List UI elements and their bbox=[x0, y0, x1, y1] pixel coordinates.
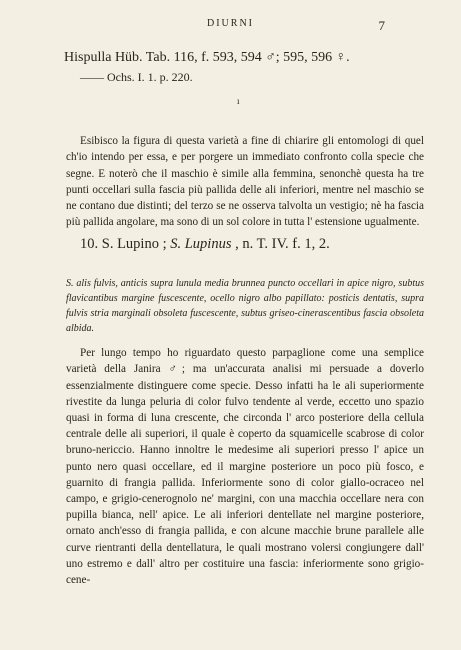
species-separator: ; bbox=[162, 236, 167, 252]
species-common-name: S. Lupino bbox=[101, 236, 159, 252]
latin-diagnosis: S. alis fulvis, anticis supra lunula media brunnea puncto occellari in apice nigro, subtus flavicantibus margine fuscescente, ocello nigro albo papillato: posticis dentatis, supra fulvis stria marginali obsoleta fuscescente, subtus griseo-cinerascentibus fascia obsoleta albida. bbox=[66, 278, 424, 334]
species-latin-name: S. Lupinus bbox=[170, 236, 232, 252]
section-mark: ı bbox=[237, 96, 240, 106]
species-heading bbox=[80, 236, 440, 253]
reference-line-2: —— Ochs. I. 1. p. 220. bbox=[80, 70, 193, 84]
running-head: DIURNI bbox=[207, 18, 254, 29]
species-plate-reference: , n. T. IV. f. 1, 2. bbox=[235, 236, 330, 252]
paragraph-description: Per lungo tempo ho riguardato questo parpaglione come una semplice varietà della Janira ♂; ma un'accurata analisi mi persuade a doverlo essenzialmente distinguere come specie. Desso infatti ha le ali superiormente rivestite da lunga peluria di color fulvo tendente al verde, eccetto uno spazio quasi in forma di luna crescente, che circonda l' arco posteriore della cellula centrale delle ali superiori, il quale è coperto da squamicelle scabrose di color bruno-nericcio. Hanno innoltre le medesime ali superiori presso l' apice un punto nero quasi occellare, ed il margine posteriore un poco più fosco, e guarnito di frangia pallida. Inferiormente sono di color giallo-ocraceo nel campo, e grigio-cenerognolo ne' margini, con una macchia occellare nera con pupilla bianca, nell' apice. Le ali inferiori dentellate nel margine posteriore, ornato anch'esso di frangia pallida, e con alcune macchie brune parallele alle curve rientranti della dentellatura, le quali mostrano volersi congiungere dall' uno estremo e dall' altro per costituire una fascia: inferiormente sono grigio-cene- bbox=[66, 347, 424, 587]
page-number: 7 bbox=[378, 18, 385, 33]
reference-line-1: Hispulla Hüb. Tab. 116, f. 593, 594 ♂; 595, 596 ♀. bbox=[64, 50, 350, 65]
species-number: 10. bbox=[80, 236, 99, 252]
paragraph-variety-note: Esibisco la figura di questa varietà a fine di chiarire gli entomologi di quel ch'io intendo per essa, e per porgere un immediato confronto colla specie che segne. E noterò che il maschio è simile alla femmina, senonchè questa ha tre punti occellari sulla fascia più pallida delle ali inferiori, mentre nel maschio se ne contano due distinti; del terzo se ne osserva talvolta un vestigio; nè ha fascia più pallida angolare, ma sono di un sol colore in tutta l' estensione ugualmente. bbox=[66, 135, 424, 229]
